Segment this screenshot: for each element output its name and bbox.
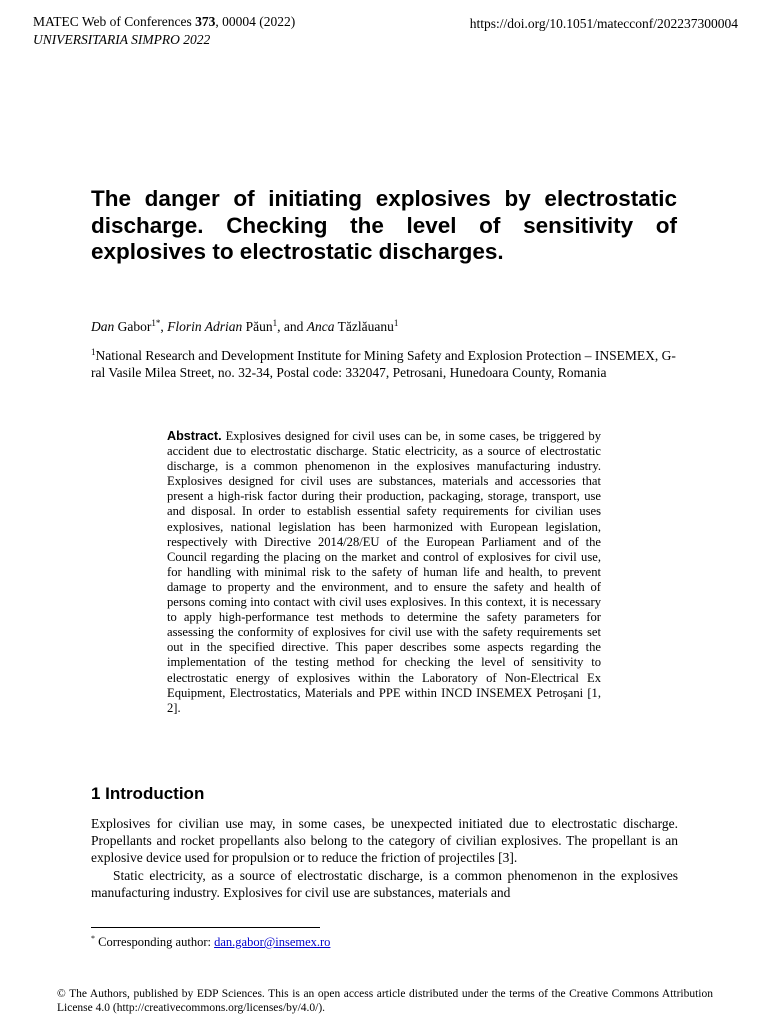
license-notice: © The Authors, published by EDP Sciences. This is an open access article distributed under the terms of the Creative Commons Attribution License 4.0 (http://creativecommons.org/licenses/by/4.0/). <box>57 988 713 1014</box>
section-body <box>91 815 678 901</box>
doi-link[interactable]: https://doi.org/10.1051/matecconf/202237300004 <box>469 16 738 31</box>
footnote <box>91 934 330 950</box>
author-separator: , <box>160 319 168 334</box>
footnote-label: Corresponding author: <box>98 935 211 949</box>
conference-name: UNIVERSITARIA SIMPRO 2022 <box>33 32 211 47</box>
journal-line <box>33 13 295 31</box>
body-paragraph: Explosives for civilian use may, in some cases, be unexpected initiated due to electrostatic discharge. Propellants and rocket propellants also belong to the category of civilian explosives. The propellant is an explosive device used for propulsion or to reduce the friction of projectiles [3]. <box>91 816 678 866</box>
author-family-name: Păun <box>245 319 273 334</box>
article-year: , 00004 (2022) <box>215 14 296 29</box>
author-affiliation-mark: 1* <box>151 318 161 328</box>
body-paragraph: Static electricity, as a source of electrostatic discharge, is a common phenomenon in the explosives manufacturing industry. Explosives for civil use are substances, materials and <box>91 867 678 900</box>
abstract-text: Explosives designed for civil uses can be, in some cases, be triggered by accident due to electrostatic discharge. Static electricity, as a source of electrostatic discharge, is a common phenomenon in the explosives manufacturing industry. Explosives designed for civil uses are substances, materials and accessories that present a high-risk factor during their production, packaging, storage, transport, use and disposal. In order to establish essential safety requirements for civilian uses explosives, national legislation has been harmonized with European legislation, respectively with Directive 2014/28/EU of the European Parliament and of the Council regarding the placing on the market and control of explosives for civil use, for handling with minimal risk to the safety of human life and health, to prevent damage to property and the environment, and to ensure the safety and health of persons coming into contact with civil uses explosives. In this context, it is necessary to apply high-performance test methods to determine the safety parameters for assessing the conformity of explosives for civil use with the safety requirements set out in the specified directive. This paper describes some aspects regarding the implementation of the testing method for checking the level of sensitivity to electrostatic energy of explosives within the Laboratory of Non-Electrical Ex Equipment, Electrostatics, Materials and PPE within INCD INSEMEX Petroșani [1, 2]. <box>167 429 601 715</box>
abstract <box>167 429 601 716</box>
section-heading: 1 Introduction <box>91 784 205 803</box>
journal-name: MATEC Web of Conferences <box>33 14 192 29</box>
footnote-mark: * <box>91 934 95 943</box>
author-affiliation-mark: 1 <box>272 318 278 328</box>
footnote-rule <box>91 927 320 928</box>
author-affiliation-mark: 1 <box>393 318 399 328</box>
journal-volume: 373 <box>195 14 216 29</box>
affiliation-mark: 1 <box>91 347 96 357</box>
affiliation <box>91 347 681 381</box>
author-separator: , and <box>277 319 307 334</box>
author-given-name: Florin Adrian <box>167 319 243 334</box>
paper-title: The danger of initiating explosives by electrostatic discharge. Checking the level of sensitivity of explosives to electrostatic discharges. <box>91 186 677 264</box>
author-given-name: Anca <box>306 319 335 334</box>
abstract-label: Abstract. <box>167 429 222 443</box>
author-family-name: Gabor <box>117 319 152 334</box>
affiliation-text: National Research and Development Institute for Mining Safety and Explosion Protection – INSEMEX, G-ral Vasile Milea Street, no. 32-34, Postal code: 332047, Petrosani, Hunedoara County, Romania <box>91 348 676 380</box>
running-header-left <box>33 13 295 49</box>
author-family-name: Tăzlăuanu <box>337 319 394 334</box>
author-given-name: Dan <box>91 319 115 334</box>
corresponding-email-link[interactable]: dan.gabor@insemex.ro <box>214 935 331 949</box>
author-list <box>91 318 398 336</box>
